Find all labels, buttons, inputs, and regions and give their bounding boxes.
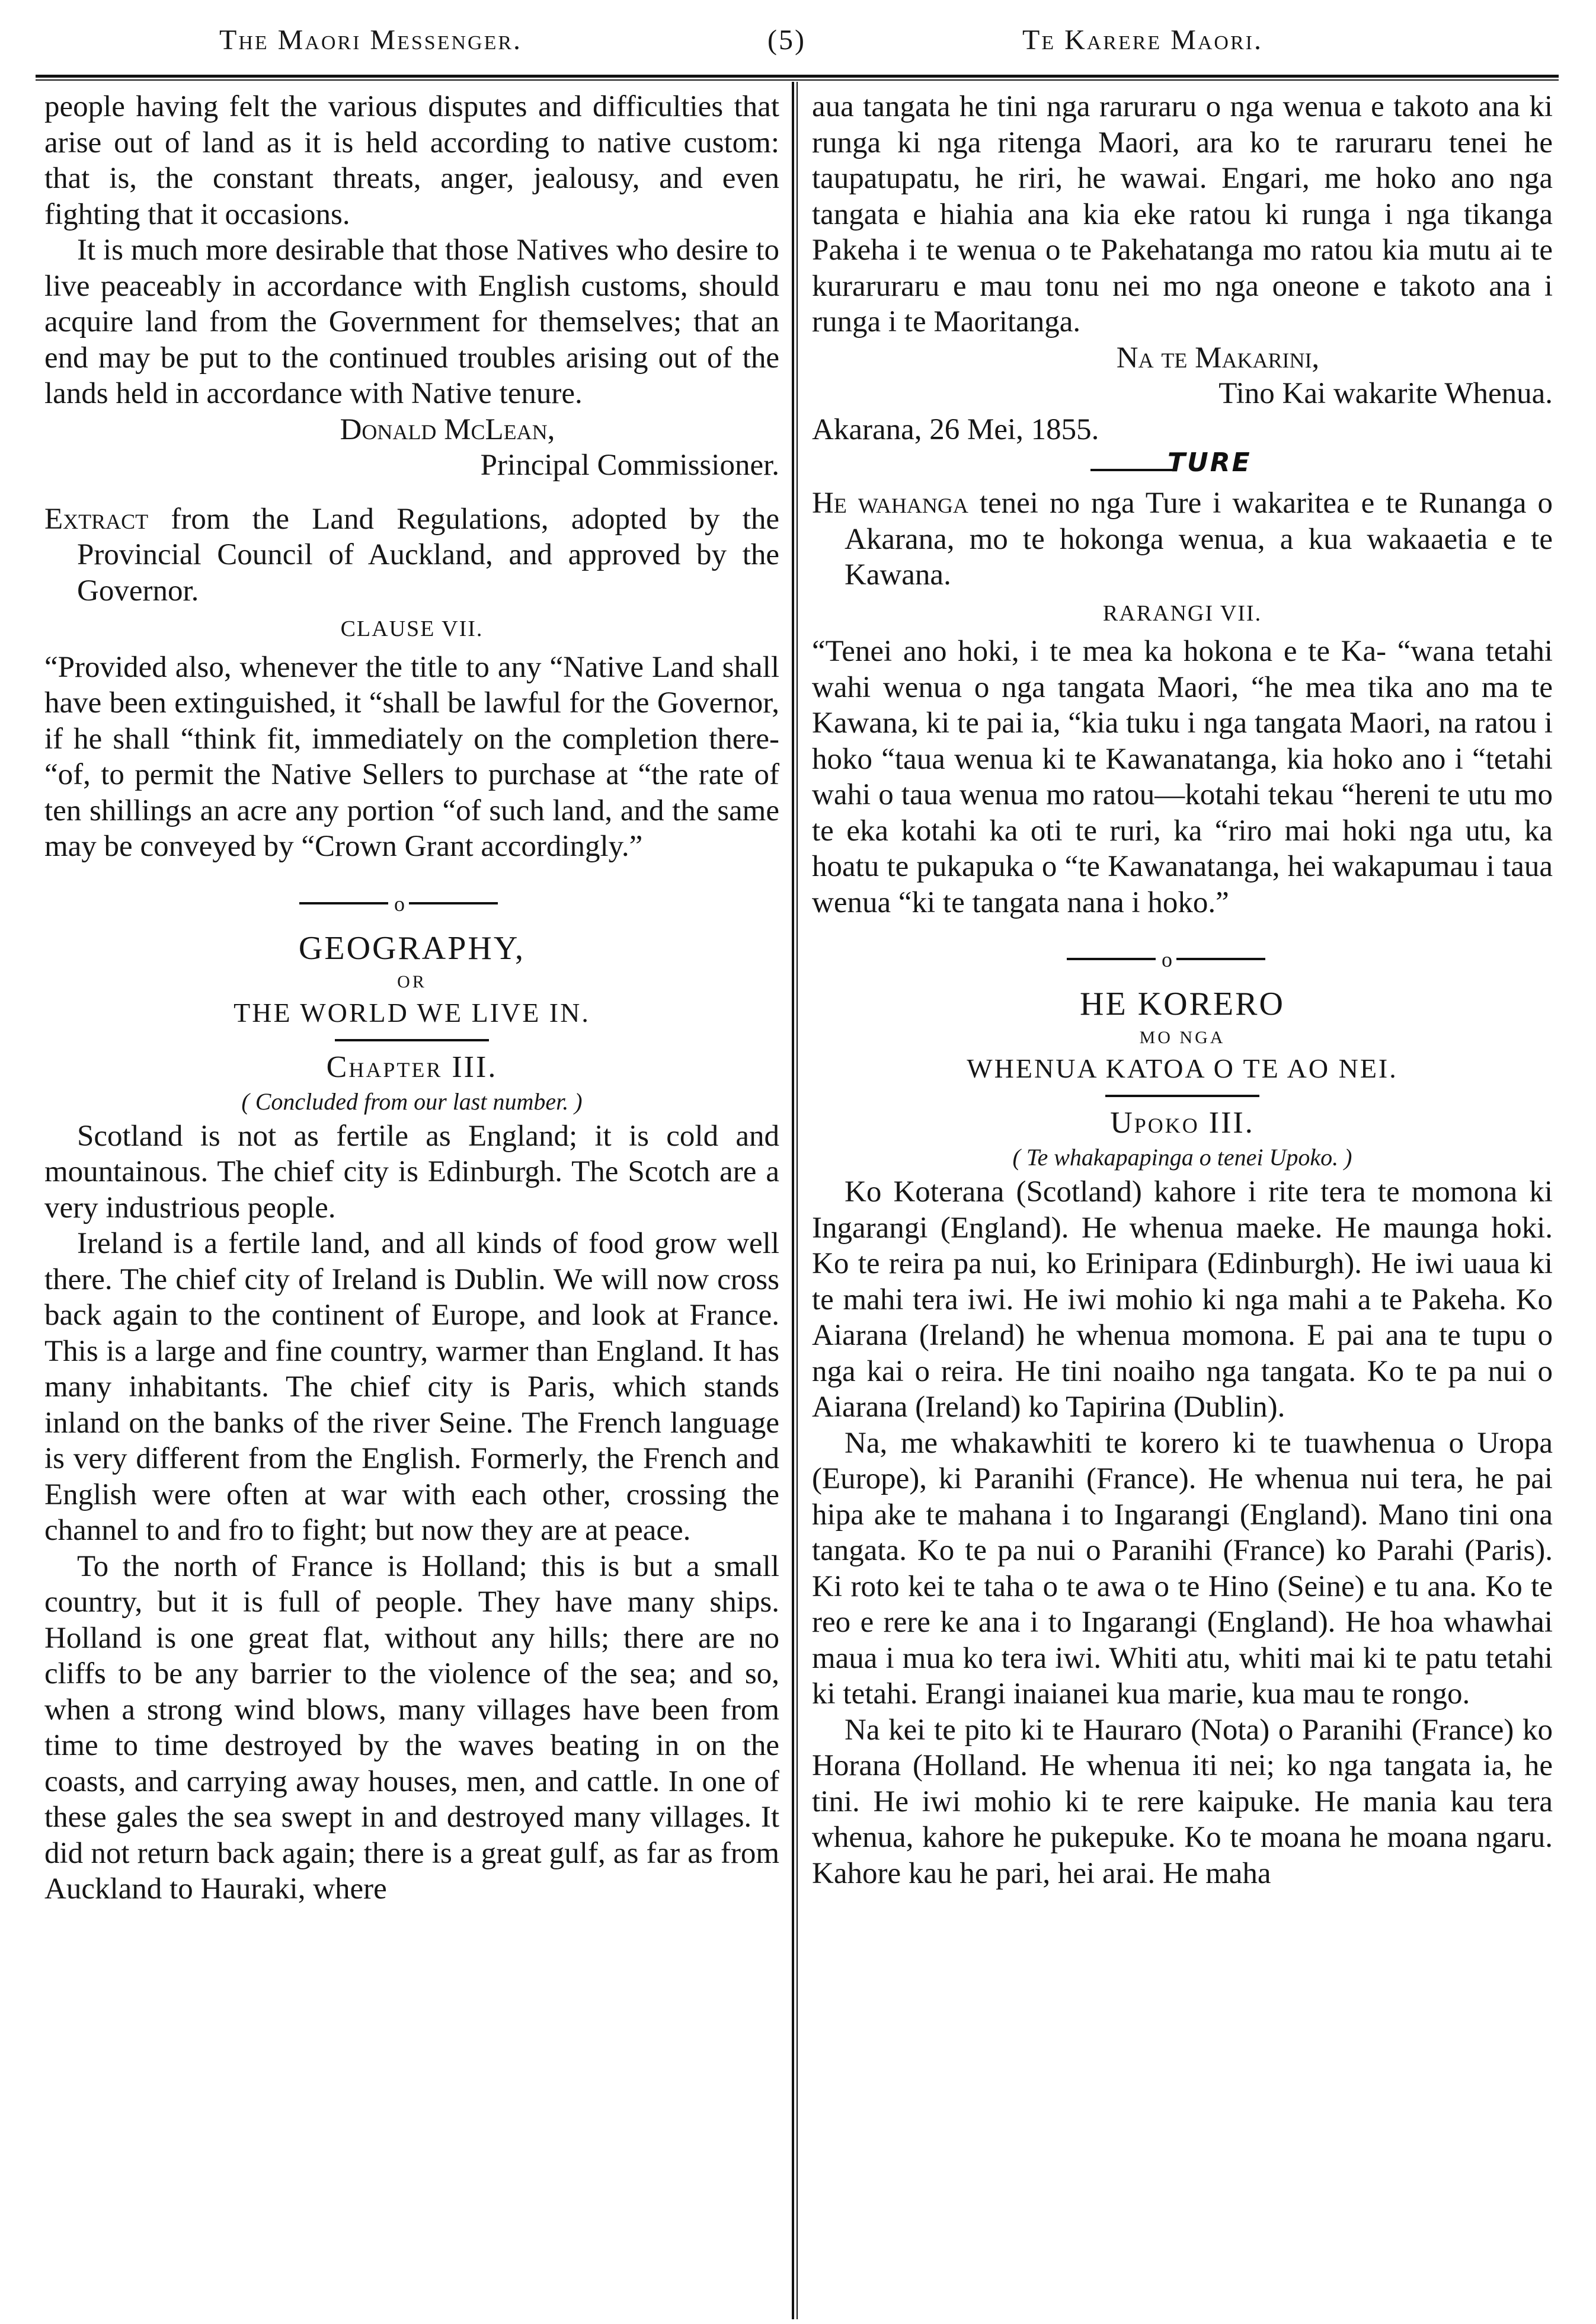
- article-subtitle: THE WORLD WE LIVE IN.: [234, 997, 590, 1028]
- section-divider-maori: [812, 938, 1553, 980]
- signature-title: Principal Commissioner.: [480, 449, 779, 482]
- korero-paragraph-3: Na kei te pito ki te Hauraro (Nota) o Paranihi (France) ko Horana (Holland. He whenua iti nei; ko nga tangata ia, he tini. He iwi mohio ki te rere kaipuke. He mania kau tera whenua, kahore he pukepuke. Ko te moana he moana ngaru. Kahore kau he pari, hei arai. He maha: [812, 1713, 1553, 1890]
- header-title-maori: Te Karere Maori.: [1022, 24, 1263, 56]
- extract-text: from the Land Regulations, adopted by the Provincial Council of Auckland, and approved by the Governor.: [77, 502, 779, 608]
- article-or: OR: [397, 971, 427, 992]
- column-separator-thin: [797, 82, 798, 2319]
- column-separator: [792, 82, 794, 2319]
- article-title-maori: HE KORERO: [1080, 986, 1285, 1022]
- wahanga-paragraph: [812, 485, 1553, 593]
- title-rule: [335, 1039, 489, 1041]
- rarangi-heading: RARANGI VII.: [1102, 600, 1262, 626]
- chapter-heading: Chapter III.: [326, 1050, 498, 1084]
- title-rule-maori: [1105, 1095, 1259, 1097]
- maori-column: [812, 89, 1553, 1891]
- korero-paragraph-2: Na, me whakawhiti te korero ki te tuawhenua o Uropa (Europe), ki Paranihi (France). He whenua nui tera, he pai hipa ake te mahana i to Ingarangi (England). Mano tini ona tangata. Ko te pa nui o Paranihi (France) ko Parahi (Paris). Ki roto kei te taha o te awa o te Hino (Seine) e tu ana. Ko te reo e rere ke ana i to Ingarangi (England). He hoa whawhai maua i mua ko tera iwi. Whiti atu, whiti mai ki te patu tetahi ki tetahi. Erangi inaianei kua marie, kua mau te rongo.: [812, 1426, 1553, 1711]
- article-mo-nga: MO NGA: [1139, 1028, 1226, 1047]
- wahanga-lead: He wahanga: [812, 487, 968, 520]
- chapter-note: ( Concluded from our last number. ): [241, 1088, 583, 1115]
- wahanga-text: tenei no nga Ture i wakaritea e te Runanga o Akarana, mo te hokonga wenua, a kua wakaaetia e te Kawana.: [845, 487, 1553, 592]
- rarangi-quote: “Tenei ano hoki, i te mea ka hokona e te Ka- “wana tetahi wahi wenua o nga tangata Maori, “he mea tika ano ma te Kawana, ki te pai ia, “kia tuku i nga tangata Maori, na ratou i hoko “taua wenua ki te Kawanatanga, kia hoko ano i “tetahi wahi o taua wenua mo ratou—kotahi tekau “hereni te utu mo te eka kotahi ka oti te ruri, ka “riro mai hoki nga utu, ka hoatu te pukapuka o “te Kawanatanga, hei wakapumau i taua wenua “ki te tangata nana i hoko.”: [812, 635, 1553, 919]
- land-paragraph-2: It is much more desirable that those Natives who desire to live peaceably in accordance with English customs, should acquire land from the Government for themselves; that an end may be put to the continued troubles arising out of the lands held in accordance with Native tenure.: [44, 234, 779, 410]
- article-title: GEOGRAPHY,: [298, 929, 526, 967]
- chapter-heading-maori: Upoko III.: [1110, 1106, 1255, 1140]
- geography-paragraph-3: To the north of France is Holland; this is but a small country, but it is full of people. They have many ships. Holland is one great flat, without any hills; there are no cliffs to be any barrier to the violence of the sea; and so, when a strong wind blows, many villages have been from time to time destroyed by the waves beating in on the coasts, and carrying away houses, men, and cattle. In one of these gales the sea swept in and destroyed many villages. It did not return back again; there is a great gulf, as far as from Auckland to Hauraki, where: [44, 1549, 779, 1906]
- geography-paragraph-2: Ireland is a fertile land, and all kinds of food grow well there. The chief city of Ireland is Dublin. We will now cross back again to the continent of Europe, and look at France. This is a large and fine country, warmer than England. It has many inhabitants. The chief city is Paris, which stands inland on the banks of the river Seine. The French language is very different from the English. Formerly, the French and English were often at war with each other, crossing the channel to and fro to fight; but now they are at peace.: [44, 1227, 779, 1547]
- whenua-paragraph-1: aua tangata he tini nga raruraru o nga wenua e takoto ana ki runga ki nga ritenga Maori, ara ko te raruraru tenei he taupatupatu, he riri, he wawai. Engari, me hoko ano nga tangata e hiahia ana kia eke ratou ki runga i nga tikanga Pakeha i te wenua o te Pakehatanga mo ratou kia mutu ai te kuraruraru e mau tonu nei mo nga oneone e takoto ana i runga i te Maoritanga.: [812, 90, 1553, 338]
- clause-quote: “Provided also, whenever the title to any “Native Land shall have been extinguished, it “shall be lawful for the Governor, if he shall “think fit, immediately on the completion there- “of, to permit the Native Sellers to purchase at “the rate of ten shillings an acre any portion “of such land, and the same may be conveyed by “Crown Grant accordingly.”: [44, 650, 779, 863]
- korero-paragraph-1: Ko Koterana (Scotland) kahore i rite tera te momona ki Ingarangi (England). He whenua maeke. He maunga hoki. Ko te reira pa nui, ko Erinipara (Edinburgh). He iwi uaua ki te mahi tera iwi. He iwi mohio ki nga mahi a te Pakeha. Ko Aiarana (Ireland) he whenua momona. E pai ana te tupu o nga kai o reira. He tini noaiho nga tangata. Ko te pa nui o Aiarana (Ireland) ko Tapirina (Dublin).: [812, 1175, 1553, 1424]
- signature-date: Akarana, 26 Mei, 1855.: [812, 413, 1099, 446]
- page-number: (5): [767, 24, 806, 56]
- chapter-note-maori: ( Te whakapapinga o tenei Upoko. ): [1012, 1144, 1352, 1171]
- signature-name: Donald McLean,: [340, 413, 555, 446]
- handwritten-ture: TURE: [1168, 447, 1252, 478]
- handwritten-annotation: [812, 447, 1553, 485]
- extract-paragraph: [44, 501, 779, 609]
- header-rule: [36, 75, 1559, 78]
- header-title-english: The Maori Messenger.: [219, 24, 523, 56]
- running-header: [36, 24, 1571, 77]
- divider-mark-maori: o: [1162, 948, 1172, 971]
- extract-lead: Extract: [44, 502, 149, 536]
- english-column: [44, 89, 779, 1907]
- signature-title-maori: Tino Kai wakarite Whenua.: [1218, 377, 1553, 410]
- land-paragraph-1: people having felt the various disputes and difficulties that arise out of land as it is held according to native custom: that is, the constant threats, anger, jealousy, and even fighting that it occasions.: [44, 90, 779, 231]
- divider-mark: o: [394, 891, 405, 916]
- geography-paragraph-1: Scotland is not as fertile as England; it is cold and mountainous. The chief city is Edinburgh. The Scotch are a very industrious people.: [44, 1119, 779, 1225]
- header-rule-thin: [36, 79, 1559, 81]
- article-subtitle-maori: WHENUA KATOA O TE AO NEI.: [967, 1053, 1398, 1083]
- section-divider: [44, 883, 779, 924]
- signature-name-maori: Na te Makarini,: [1116, 341, 1320, 375]
- clause-heading: CLAUSE VII.: [340, 616, 484, 641]
